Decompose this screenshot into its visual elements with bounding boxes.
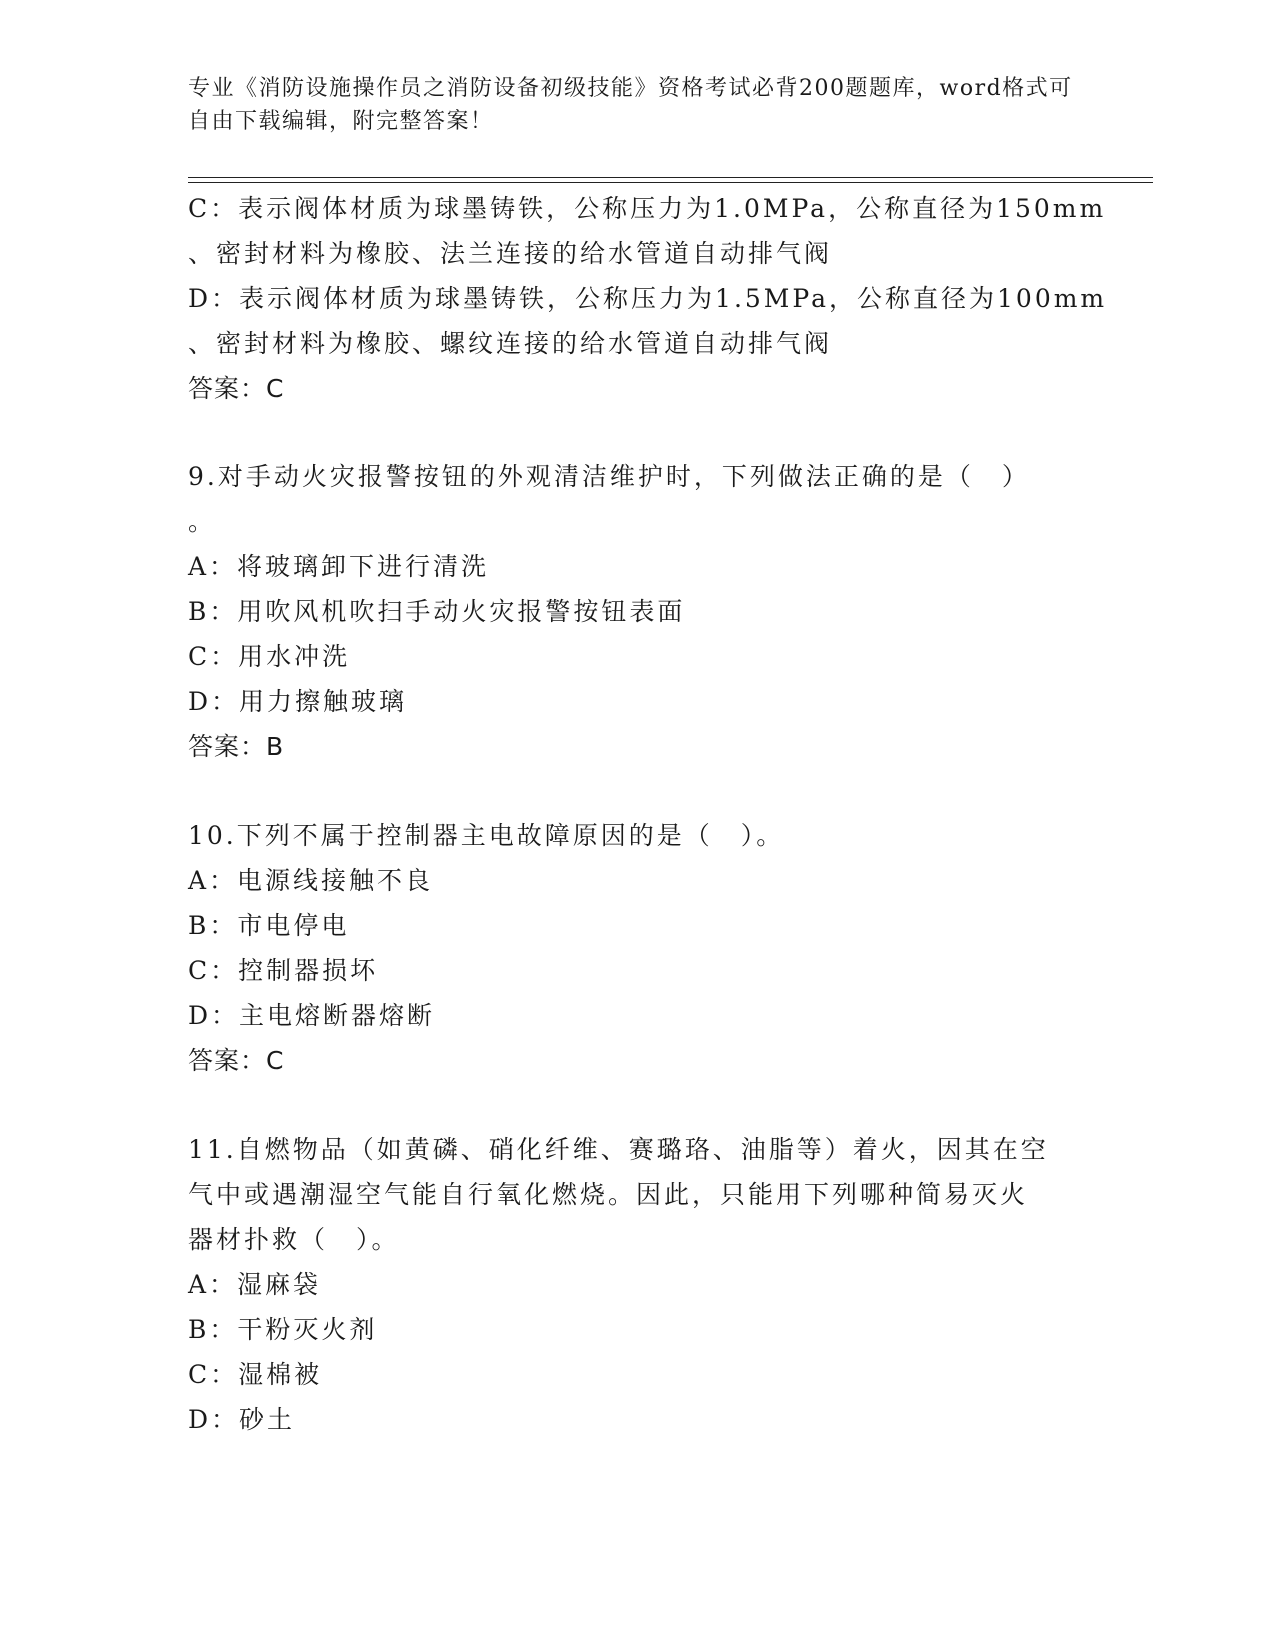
q11-option-b: B：干粉灭火剂 <box>188 1315 378 1344</box>
q10-stem: 10.下列不属于控制器主电故障原因的是（ ）。 <box>188 821 785 850</box>
q10-option-b: B：市电停电 <box>188 911 350 940</box>
q11-option-c: C：湿棉被 <box>188 1360 323 1389</box>
q9-option-a: A：将玻璃卸下进行清洗 <box>188 552 490 581</box>
q11-stem-line3: 器材扑救（ ）。 <box>188 1225 400 1254</box>
header-divider-bottom <box>188 182 1153 183</box>
document-header: 专业《消防设施操作员之消防设备初级技能》资格考试必背200题题库，word格式可自由下载编辑，附完整答案！ <box>188 76 1073 134</box>
q9-option-d: D：用力擦触玻璃 <box>188 687 408 716</box>
q11-stem-line1: 11.自燃物品（如黄磷、硝化纤维、赛璐珞、油脂等）着火，因其在空 <box>188 1135 1049 1164</box>
q10-answer: 答案：C <box>188 1046 285 1075</box>
header-divider-top <box>188 177 1153 178</box>
q11-option-a: A：湿麻袋 <box>188 1270 322 1299</box>
q9-option-b: B：用吹风机吹扫手动火灾报警按钮表面 <box>188 597 686 626</box>
q8-option-d-line2: 、密封材料为橡胶、螺纹连接的给水管道自动排气阀 <box>188 329 833 358</box>
q10-option-c: C：控制器损坏 <box>188 956 379 985</box>
q8-option-d-line1: D：表示阀体材质为球墨铸铁，公称压力为1.5MPa，公称直径为100mm <box>188 284 1108 313</box>
q8-answer: 答案：C <box>188 374 285 403</box>
q9-answer: 答案：B <box>188 732 285 761</box>
q9-stem-line1: 9.对手动火灾报警按钮的外观清洁维护时，下列做法正确的是（ ） <box>188 462 1030 491</box>
q10-option-a: A：电源线接触不良 <box>188 866 434 895</box>
q9-stem-line2: 。 <box>188 507 217 536</box>
q8-option-c-line2: 、密封材料为橡胶、法兰连接的给水管道自动排气阀 <box>188 239 833 268</box>
q11-option-d: D：砂土 <box>188 1405 296 1434</box>
q9-option-c: C：用水冲洗 <box>188 642 351 671</box>
q10-option-d: D：主电熔断器熔断 <box>188 1001 436 1030</box>
q11-stem-line2: 气中或遇潮湿空气能自行氧化燃烧。因此，只能用下列哪种简易灭火 <box>188 1180 1029 1209</box>
q8-option-c-line1: C：表示阀体材质为球墨铸铁，公称压力为1.0MPa，公称直径为150mm <box>188 194 1107 223</box>
